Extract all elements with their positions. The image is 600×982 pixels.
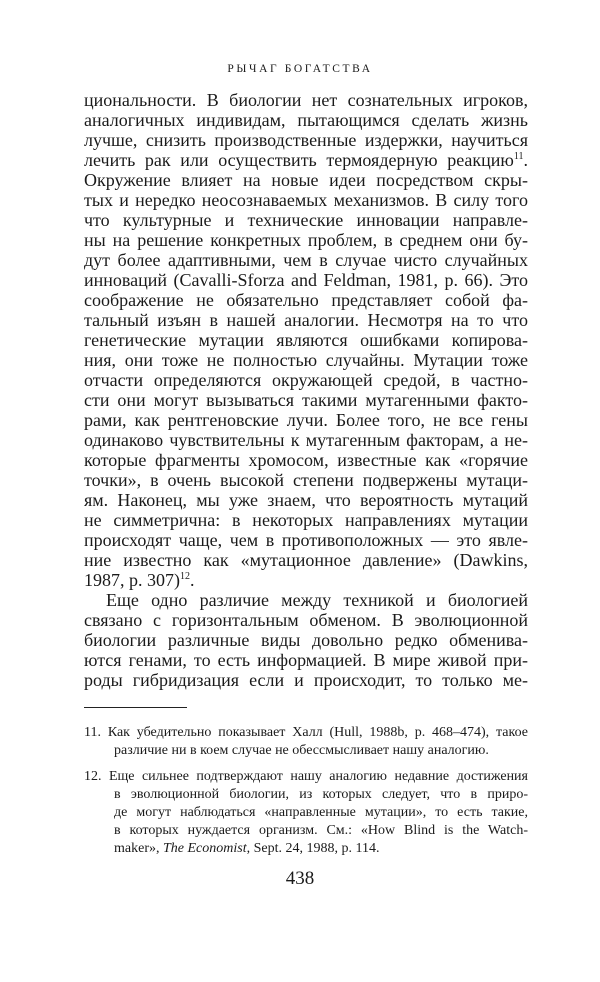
- text-line: аналогичных индивидам, пытающимся сделать жизнь: [84, 110, 528, 130]
- text-line: что культурные и технические инновации направле-: [84, 210, 528, 230]
- text-line: лечить рак или осуществить термоядерную реакцию$^{11}$.: [84, 150, 528, 170]
- text-line: Окружение влияет на новые идеи посредством скры-: [84, 170, 528, 190]
- text-line: связано с горизонтальным обменом. В эволюционной: [84, 610, 528, 630]
- text-line: рами, как рентгеновские лучи. Более того, не все гены: [84, 410, 528, 430]
- footnote-line: 11. Как убедительно показывает Халл (Hull, 1988b, p. 468–474), такое: [84, 725, 528, 740]
- text-line: ние известно как «мутационное давление» (Dawkins,: [84, 550, 528, 570]
- text-line: отчасти определяются окружающей средой, в частно-: [84, 370, 528, 390]
- text-line: ям. Наконец, мы уже знаем, что вероятность мутаций: [84, 490, 528, 510]
- footnote-line: де могут наблюдаться «направленные мутации», то есть такие,: [114, 805, 528, 820]
- body-text: [84, 90, 528, 690]
- footnote-line: в которых нуждается организм. См.: «How Blind is the Watch-: [114, 823, 528, 838]
- text-line: не симметрична: в некоторых направлениях мутации: [84, 510, 528, 530]
- text-line: 1987, p. 307)$^{12}$.: [84, 570, 195, 590]
- text-line: тальный изъян в нашей аналогии. Несмотря на то что: [84, 310, 528, 330]
- text-line: ются генами, то есть информацией. В мире живой при-: [84, 650, 528, 670]
- footnote-line: в эволюционной биологии, из которых следует, что в приро-: [114, 787, 528, 802]
- text-line: тых и нередко неосознаваемых механизмов. В силу того: [84, 190, 528, 210]
- footnotes: [84, 724, 528, 866]
- text-line: сти они могут вызываться такими мутагенными факто-: [84, 390, 528, 410]
- page-number: 438: [285, 868, 315, 889]
- footnote: [84, 768, 528, 858]
- text-line: Еще одно различие между техникой и биологией: [106, 590, 528, 610]
- text-line: инноваций (Cavalli-Sforza and Feldman, 1981, p. 66). Это: [84, 270, 528, 290]
- text-line: точки», в очень высокой степени подвержены мутаци-: [84, 470, 528, 490]
- text-line: биологии различные виды довольно редко обменива-: [84, 630, 528, 650]
- text-line: роды гибридизация если и происходит, то только ме-: [84, 670, 528, 690]
- text-line: ния, они тоже не полностью случайны. Мутации тоже: [84, 350, 528, 370]
- footnote-line: различие ни в коем случае не обессмысливает нашу аналогию.: [114, 743, 489, 758]
- running-header: РЫЧАГ БОГАТСТВА: [227, 63, 373, 75]
- text-line: ны на решение конкретных проблем, в среднем они бу-: [84, 230, 528, 250]
- footnote-ref: 11: [513, 151, 524, 162]
- footnote-number: 12.: [84, 769, 109, 784]
- footnote-line: 12. Еще сильнее подтверждают нашу аналогию недавние достижения: [84, 769, 528, 784]
- text-line: генетические мутации являются ошибками копирова-: [84, 330, 528, 350]
- text-line: лучше, снизить производственные издержки, научиться: [84, 130, 528, 150]
- text-line: дут более адаптивными, чем в случае чисто случайных: [84, 250, 528, 270]
- text-line: одинаково чувствительны к мутагенным факторам, а не-: [84, 430, 528, 450]
- footnote-number: 11.: [84, 725, 108, 740]
- footnote-line: maker», The Economist, Sept. 24, 1988, p. 114.: [114, 841, 380, 856]
- footnote-ref: 12: [180, 571, 190, 582]
- footnote-divider: [84, 707, 187, 708]
- footnote: [84, 724, 528, 760]
- text-line: происходят чаще, чем в противоположных — это явле-: [84, 530, 528, 550]
- text-line: соображение не обязательно представляет собой фа-: [84, 290, 528, 310]
- italic-title: The Economist: [162, 841, 247, 856]
- text-line: циональности. В биологии нет сознательных игроков,: [84, 90, 528, 110]
- text-line: которые фрагменты хромосом, известные как «горячие: [84, 450, 528, 470]
